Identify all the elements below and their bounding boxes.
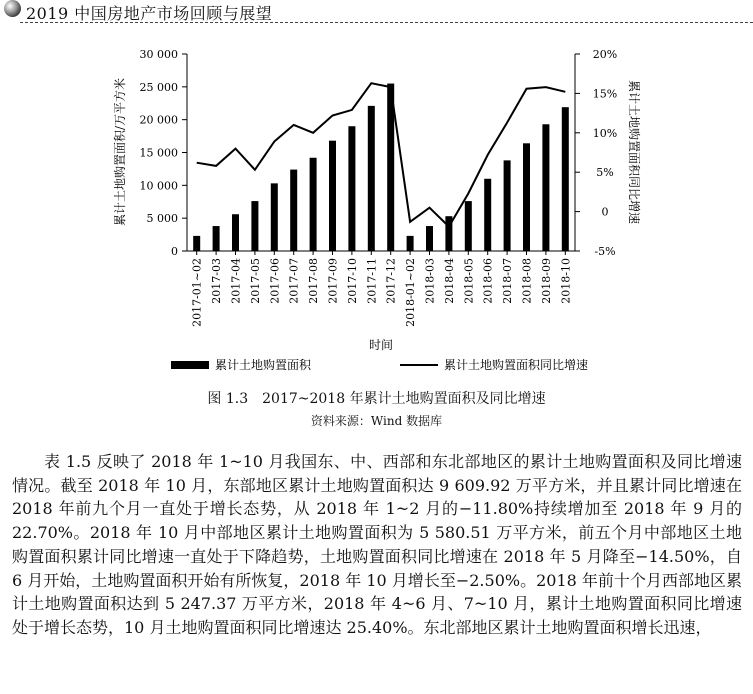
x-axis-title: 时间 (368, 338, 394, 352)
right-tick-label: 15% (592, 87, 618, 101)
right-tick-label: 10% (592, 126, 618, 140)
bar-line-chart (0, 30, 753, 380)
x-tick-label: 2017-09 (326, 258, 340, 304)
x-tick-label: 2017-03 (210, 258, 224, 304)
x-tick-label: 2018-06 (481, 258, 495, 304)
bar (232, 214, 239, 251)
x-tick-label: 2018-10 (559, 258, 573, 304)
x-tick-label: 2017-08 (307, 258, 321, 304)
left-tick-label: 0 (171, 245, 178, 258)
x-tick-label: 2017-04 (229, 258, 243, 304)
figure-caption: 图 1.3 2017~2018 年累计土地购置面积及同比增速 (207, 391, 546, 407)
x-tick-label: 2018-09 (539, 258, 553, 304)
running-header-title: 2019 中国房地产市场回顾与展望 (26, 4, 273, 23)
bar (368, 106, 375, 251)
left-tick-label: 15 000 (139, 146, 178, 160)
right-y-axis-title: 累计土地购置面积同比增速 (627, 79, 641, 225)
bar (213, 226, 220, 251)
body-text (12, 450, 742, 640)
x-tick-label: 2017-01~02 (190, 258, 204, 327)
bar (542, 124, 549, 251)
bar (523, 143, 530, 251)
legend-bar-label: 累计土地购置面积 (215, 358, 312, 372)
bar (348, 126, 355, 251)
header-rule (20, 22, 753, 23)
right-tick-label: 5% (596, 166, 614, 180)
x-tick-label: 2017-06 (268, 258, 282, 304)
legend-bar-swatch (171, 361, 209, 369)
bar (329, 141, 336, 251)
bar (504, 160, 511, 251)
x-tick-label: 2017-07 (287, 258, 301, 304)
x-tick-label: 2017-10 (345, 258, 359, 304)
legend-line-label: 累计土地购置面积同比增速 (444, 358, 589, 372)
x-tick-label: 2017-12 (384, 258, 398, 304)
right-tick-label: 0 (601, 205, 609, 219)
left-tick-label: 30 000 (139, 48, 178, 61)
figure-source: 资料来源：Wind 数据库 (310, 414, 443, 428)
bar (290, 170, 297, 251)
bar (251, 201, 258, 251)
x-tick-label: 2018-05 (462, 258, 476, 304)
bar (271, 183, 278, 251)
chart-legend (171, 357, 588, 372)
x-tick-label: 2017-05 (248, 258, 262, 304)
running-header (0, 0, 753, 24)
x-tick-label: 2018-08 (520, 258, 534, 304)
right-tick-label: 20% (592, 48, 618, 61)
left-tick-label: 20 000 (139, 113, 178, 127)
bar (562, 107, 569, 251)
left-tick-label: 10 000 (139, 179, 178, 193)
x-tick-label: 2018-07 (501, 257, 515, 304)
bar (484, 179, 491, 251)
bar (426, 226, 433, 251)
sphere-bullet-icon (4, 0, 21, 17)
bar (407, 236, 414, 251)
left-tick-label: 25 000 (139, 80, 178, 94)
bar (193, 236, 200, 251)
x-tick-label: 2018-04 (442, 258, 456, 304)
left-y-axis-title: 累计土地购置面积/万平方米 (113, 77, 127, 227)
x-tick-label: 2018-01~02 (404, 258, 418, 327)
body-paragraph: 表 1.5 反映了 2018 年 1~10 月我国东、中、西部和东北部地区的累计土地购置面积及同比增速情况。截至 2018 年 10 月，东部地区累计土地购置面积达 9 609.92 万平方米，并且累计同比增速在 2018 年前九个月一直处于增长态势，从 2018 年 1~2 月的−11.80%持续增加至 2018 年 9 月的 22.70%。2018 年 10 月中部地区累计土地购置面积为 5 580.51 万平方米，前五个月中部地区土地购置面积累计同比增速一直处于下降趋势，土地购置面积同比增速在 2018 年 5 月降至−14.50%，自 6 月开始，土地购置面积开始有所恢复，2018 年 10 月增长至−2.50%。2018 年前十个月西部地区累计土地购置面积达到 5 247.37 万平方米，2018 年 4~6 月、7~10 月，累计土地购置面积同比增速处于增长态势，10 月土地购置面积同比增速达 25.40%。东北部地区累计土地购置面积增长迅速， (12, 452, 742, 637)
x-tick-label: 2018-03 (423, 258, 437, 304)
bar (465, 201, 472, 251)
bar (310, 158, 317, 251)
right-tick-label: -5% (594, 245, 616, 258)
x-tick-label: 2017-11 (365, 258, 379, 304)
left-tick-label: 5 000 (146, 212, 178, 226)
bar-series (193, 84, 569, 251)
